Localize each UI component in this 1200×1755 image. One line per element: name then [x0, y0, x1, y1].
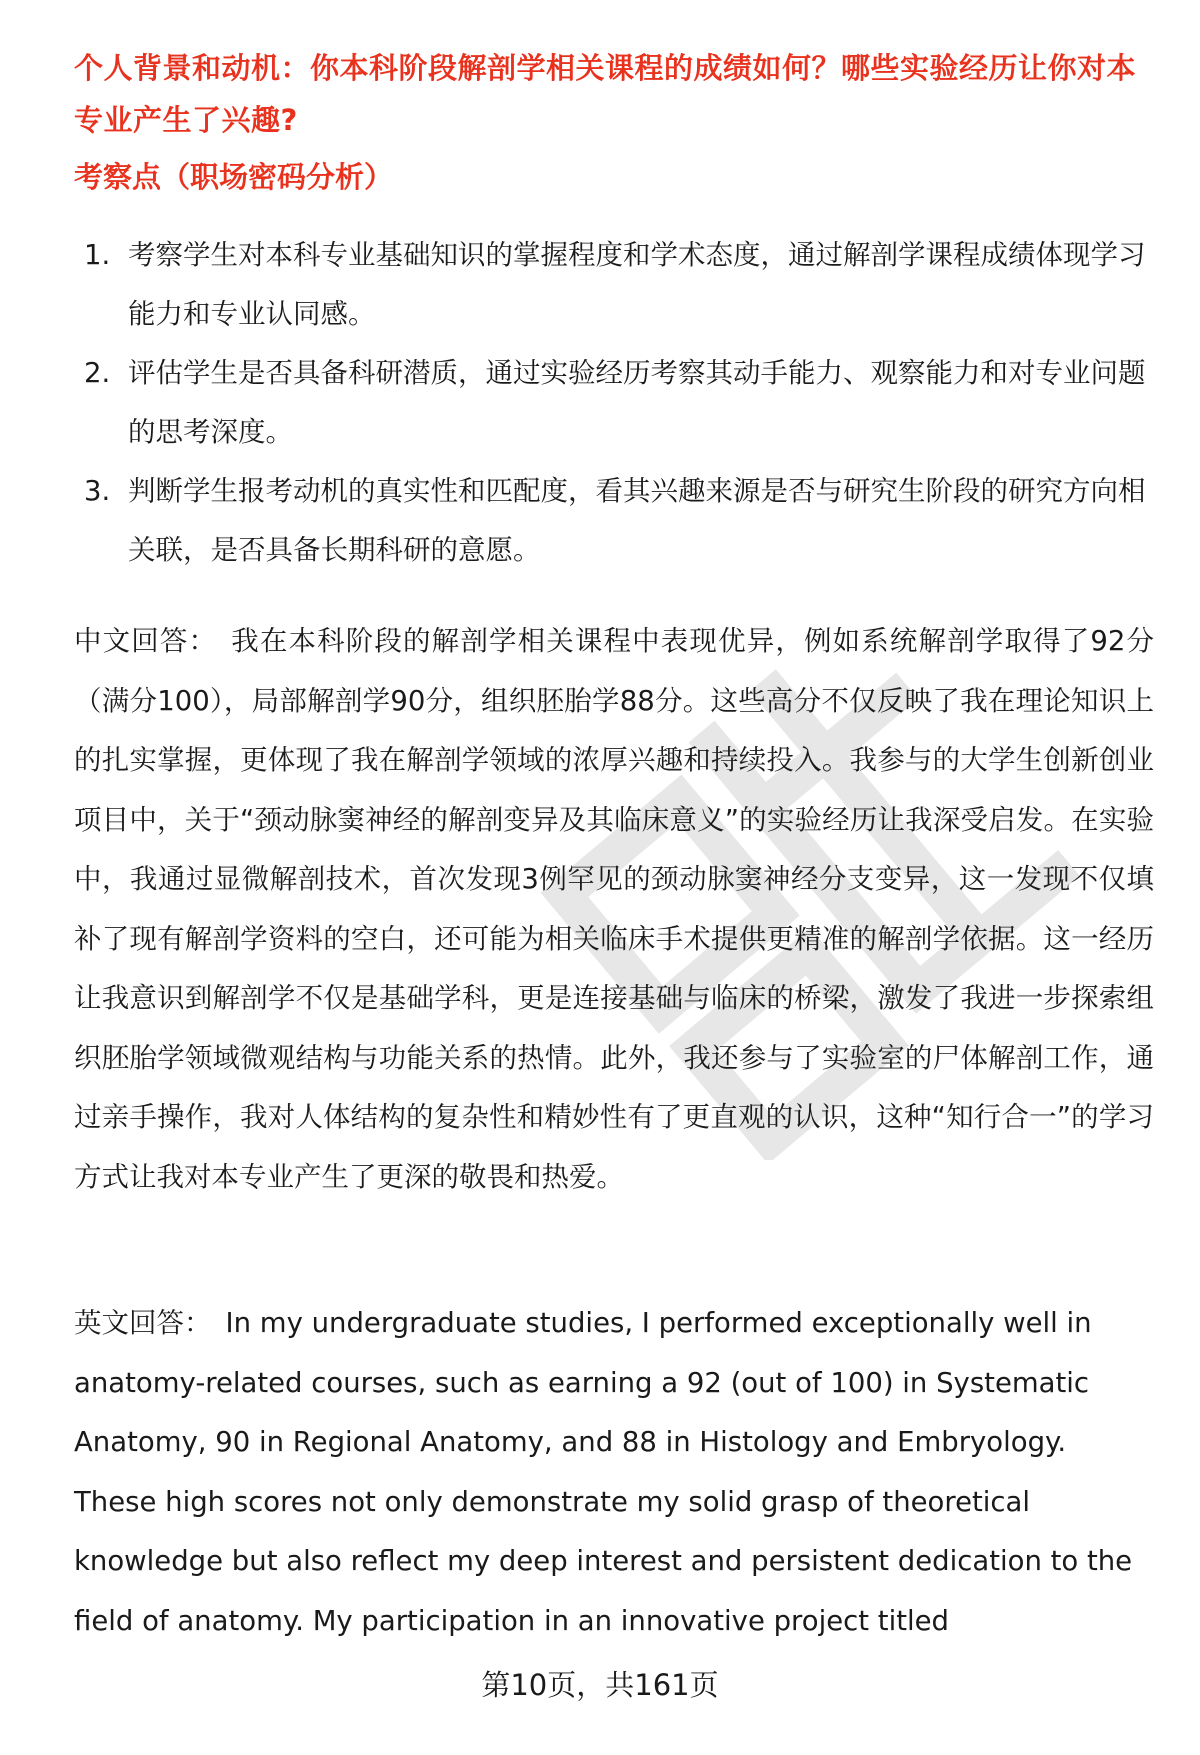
- list-item-number: 1.: [84, 239, 111, 271]
- question-title: 个人背景和动机：你本科阶段解剖学相关课程的成绩如何？哪些实验经历让你对本专业产生了兴趣?: [74, 51, 1137, 137]
- chinese-answer: [74, 612, 1154, 1207]
- list-item: [74, 462, 1154, 580]
- chinese-answer-text: 我在本科阶段的解剖学相关课程中表现优异，例如系统解剖学取得了92分（满分100），局部解剖学90分，组织胚胎学88分。这些高分不仅反映了我在理论知识上的扎实掌握，更体现了我在解剖学领域的浓厚兴趣和持续投入。我参与的大学生创新创业项目中，关于“颈动脉窦神经的解剖变异及其临床意义”的实验经历让我深受启发。在实验中，我通过显微解剖技术，首次发现3例罕见的颈动脉窦神经分支变异，这一发现不仅填补了现有解剖学资料的空白，还可能为相关临床手术提供更精准的解剖学依据。这一经历让我意识到解剖学不仅是基础学科，更是连接基础与临床的桥梁，激发了我进一步探索组织胚胎学领域微观结构与功能关系的热情。此外，我还参与了实验室的尸体解剖工作，通过亲手操作，我对人体结构的复杂性和精妙性有了更直观的认识，这种“知行合一”的学习方式让我对本专业产生了更深的敬畏和热爱。: [74, 625, 1154, 1193]
- list-item-number: 3.: [84, 475, 111, 507]
- list-item-text: 评估学生是否具备科研潜质，通过实验经历考察其动手能力、观察能力和对专业问题的思考深度。: [128, 357, 1146, 448]
- english-answer: [74, 1294, 1154, 1651]
- chinese-answer-label: 中文回答：: [74, 625, 218, 657]
- page-number: 第10页，共161页: [481, 1668, 719, 1702]
- section-title: 考察点（职场密码分析）: [74, 160, 394, 194]
- evaluation-points-list: [74, 226, 1154, 580]
- english-answer-label: 英文回答：: [74, 1307, 212, 1339]
- english-answer-text: In my undergraduate studies, I performed exceptionally well in anatomy-related courses, such as earning a 92 (out of 100) in Systematic Anatomy, 90 in Regional Anatomy, and 88 in Histology and Embryology. These high scores not only demonstrate my solid grasp of theoretical knowledge but also reflect my deep interest and persistent dedication to the field of anatomy. My participation in an innovative project titled: [74, 1307, 1133, 1637]
- list-item-text: 判断学生报考动机的真实性和匹配度，看其兴趣来源是否与研究生阶段的研究方向相关联，是否具备长期科研的意愿。: [128, 475, 1146, 566]
- list-item: [74, 226, 1154, 344]
- list-item-number: 2.: [84, 357, 111, 389]
- list-item: [74, 344, 1154, 462]
- list-item-text: 考察学生对本科专业基础知识的掌握程度和学术态度，通过解剖学课程成绩体现学习能力和专业认同感。: [128, 239, 1146, 330]
